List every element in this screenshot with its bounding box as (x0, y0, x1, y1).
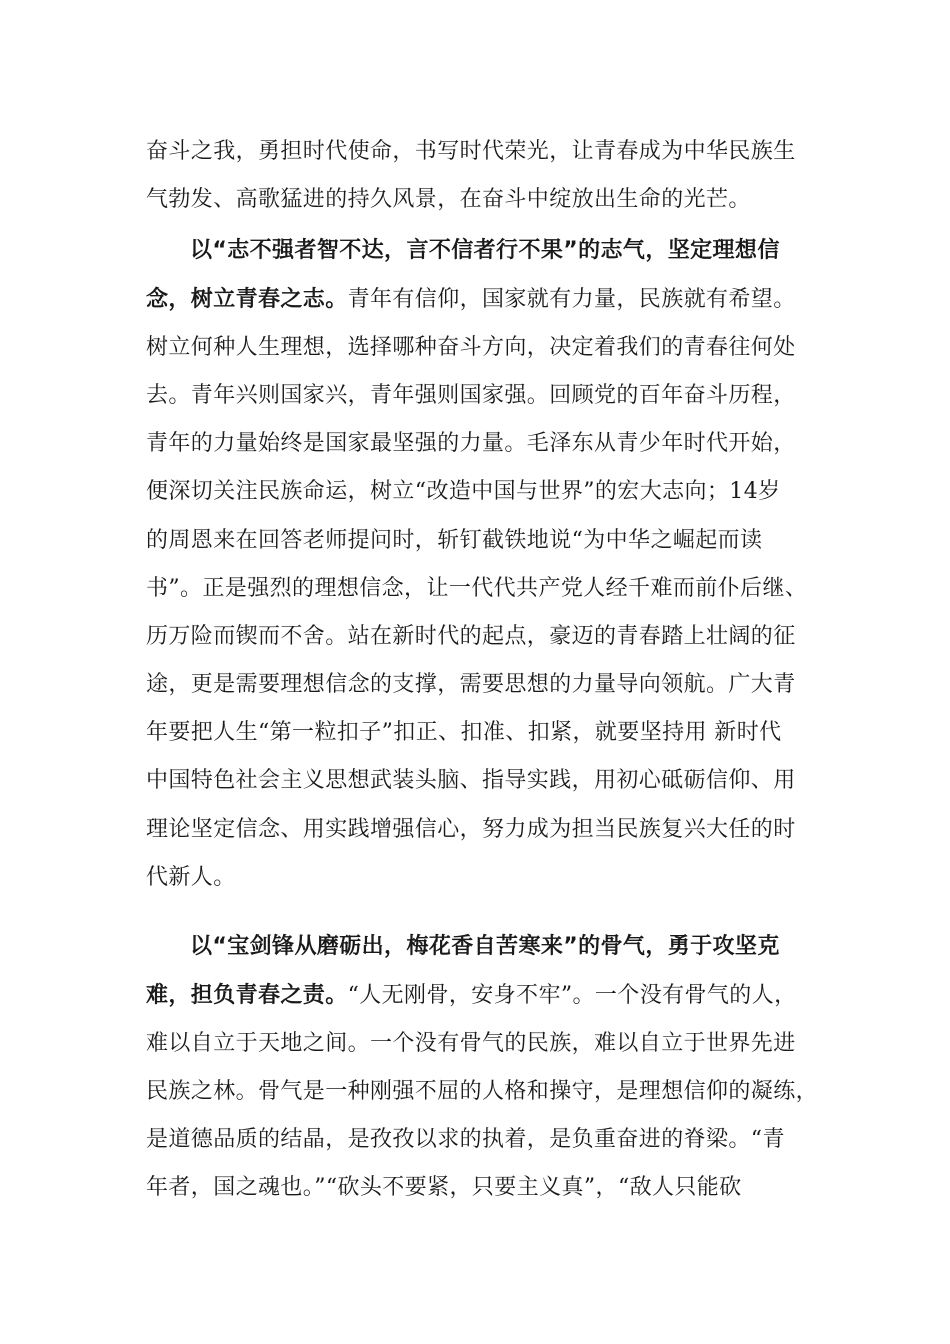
para2-line-5: 青年的力量始终是国家最坚强的力量。毛泽东从青少年时代开始， (146, 431, 796, 456)
para2-line-8: 书”。正是强烈的理想信念，让一代代共产党人经千难而前仆后继、 (146, 576, 808, 601)
para2-line-6: 便深切关注民族命运，树立“改造中国与世界”的宏大志向；14岁 (146, 479, 781, 504)
para2-line-7: 的周恩来在回答老师提问时，斩钉截铁地说“为中华之崛起而读 (146, 528, 763, 553)
para2-heading-line-1: 以“志不强者智不达，言不信者行不果”的志气，坚定理想信 (190, 238, 780, 263)
para2-line-2-text: 青年有信仰，国家就有力量，民族就有希望。 (347, 287, 796, 312)
para1-line-2: 气勃发、高歌猛进的持久风景，在奋斗中绽放出生命的光芒。 (146, 187, 751, 212)
para2-line-9: 历万险而锲而不舍。站在新时代的起点，豪迈的青春踏上壮阔的征 (146, 624, 796, 649)
para2-line-11: 年要把人生“第一粒扣子”扣正、扣准、扣紧，就要坚持用 新时代 (146, 720, 782, 745)
para3-line-3: 难以自立于天地之间。一个没有骨气的民族，难以自立于世界先进 (146, 1031, 796, 1056)
para2-line-4: 去。青年兴则国家兴，青年强则国家强。回顾党的百年奋斗历程， (146, 383, 796, 408)
para2-line-14: 代新人。 (146, 865, 236, 890)
para3-line-4: 民族之林。骨气是一种刚强不屈的人格和操守，是理想信仰的凝练， (146, 1079, 819, 1104)
para3-line-6: 年者，国之魂也。”“砍头不要紧，只要主义真”，“敌人只能砍 (146, 1175, 742, 1200)
para2-line-13: 理论坚定信念、用实践增强信心，努力成为担当民族复兴大任的时 (146, 817, 796, 842)
para1-line-1: 奋斗之我，勇担时代使命，书写时代荣光，让青春成为中华民族生 (146, 139, 796, 164)
para3-line-5: 是道德品质的结晶，是孜孜以求的执着，是负重奋进的脊梁。“青 (146, 1127, 785, 1152)
para3-line-2-text: “人无刚骨，安身不牢”。一个没有骨气的人， (347, 983, 797, 1008)
para2-line-12: 中国特色社会主义思想武装头脑、指导实践，用初心砥砺信仰、用 (146, 768, 796, 793)
para3-line-2 (146, 976, 806, 1016)
para2-heading-line-2: 念，树立青春之志。 (146, 287, 348, 312)
para3-heading-line-2: 难，担负青春之责。 (146, 983, 348, 1008)
para3-heading-line-1: 以“宝剑锋从磨砺出，梅花香自苦寒来”的骨气，勇于攻坚克 (190, 934, 780, 959)
para2-line-10: 途，更是需要理想信念的支撑，需要思想的力量导向领航。广大青 (146, 672, 796, 697)
para2-line-2 (146, 280, 806, 320)
para2-line-3: 树立何种人生理想，选择哪种奋斗方向，决定着我们的青春往何处 (146, 335, 796, 360)
